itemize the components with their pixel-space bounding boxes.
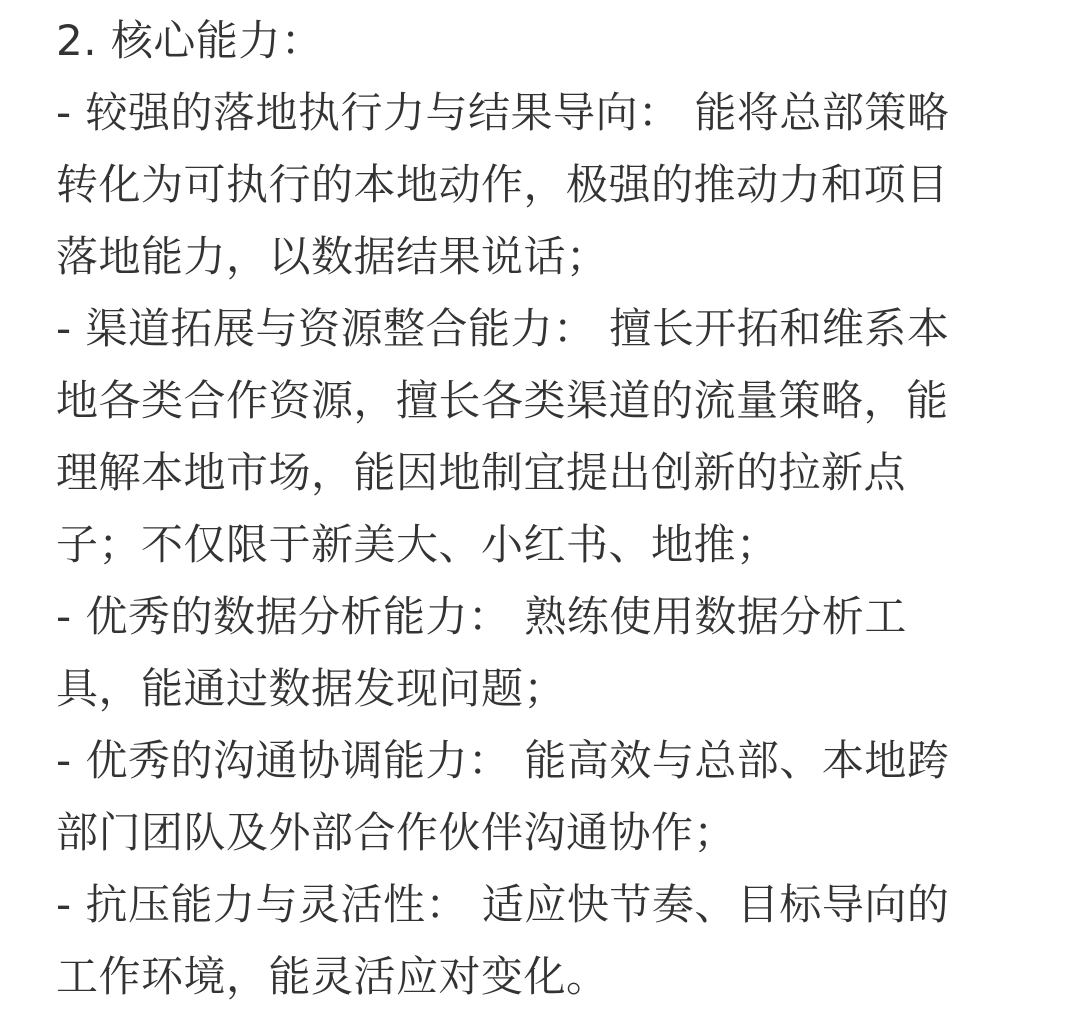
text-line: 部门团队及外部合作伙伴沟通协作； [56, 808, 737, 857]
text-line: 落地能力，以数据结果说话； [56, 232, 609, 281]
text-line: 具，能通过数据发现问题； [56, 664, 567, 713]
text-line: 工作环境，能灵活应对变化。 [56, 952, 609, 1001]
text-line: - 较强的落地执行力与结果导向： 能将总部策略 [56, 88, 950, 137]
text-line: - 优秀的沟通协调能力： 能高效与总部、本地跨 [56, 736, 950, 785]
text-line: 理解本地市场，能因地制宜提出创新的拉新点 [56, 448, 907, 497]
text-line: 地各类合作资源，擅长各类渠道的流量策略，能 [56, 376, 949, 425]
section-heading: 2. 核心能力： [56, 16, 324, 65]
text-line: 转化为可执行的本地动作，极强的推动力和项目 [56, 160, 949, 209]
text-line: - 渠道拓展与资源整合能力： 擅长开拓和维系本 [56, 304, 950, 353]
text-line: - 优秀的数据分析能力： 熟练使用数据分析工 [56, 592, 907, 641]
text-line: 子；不仅限于新美大、小红书、地推； [56, 520, 779, 569]
text-line: - 抗压能力与灵活性： 适应快节奏、目标导向的 [56, 880, 950, 929]
